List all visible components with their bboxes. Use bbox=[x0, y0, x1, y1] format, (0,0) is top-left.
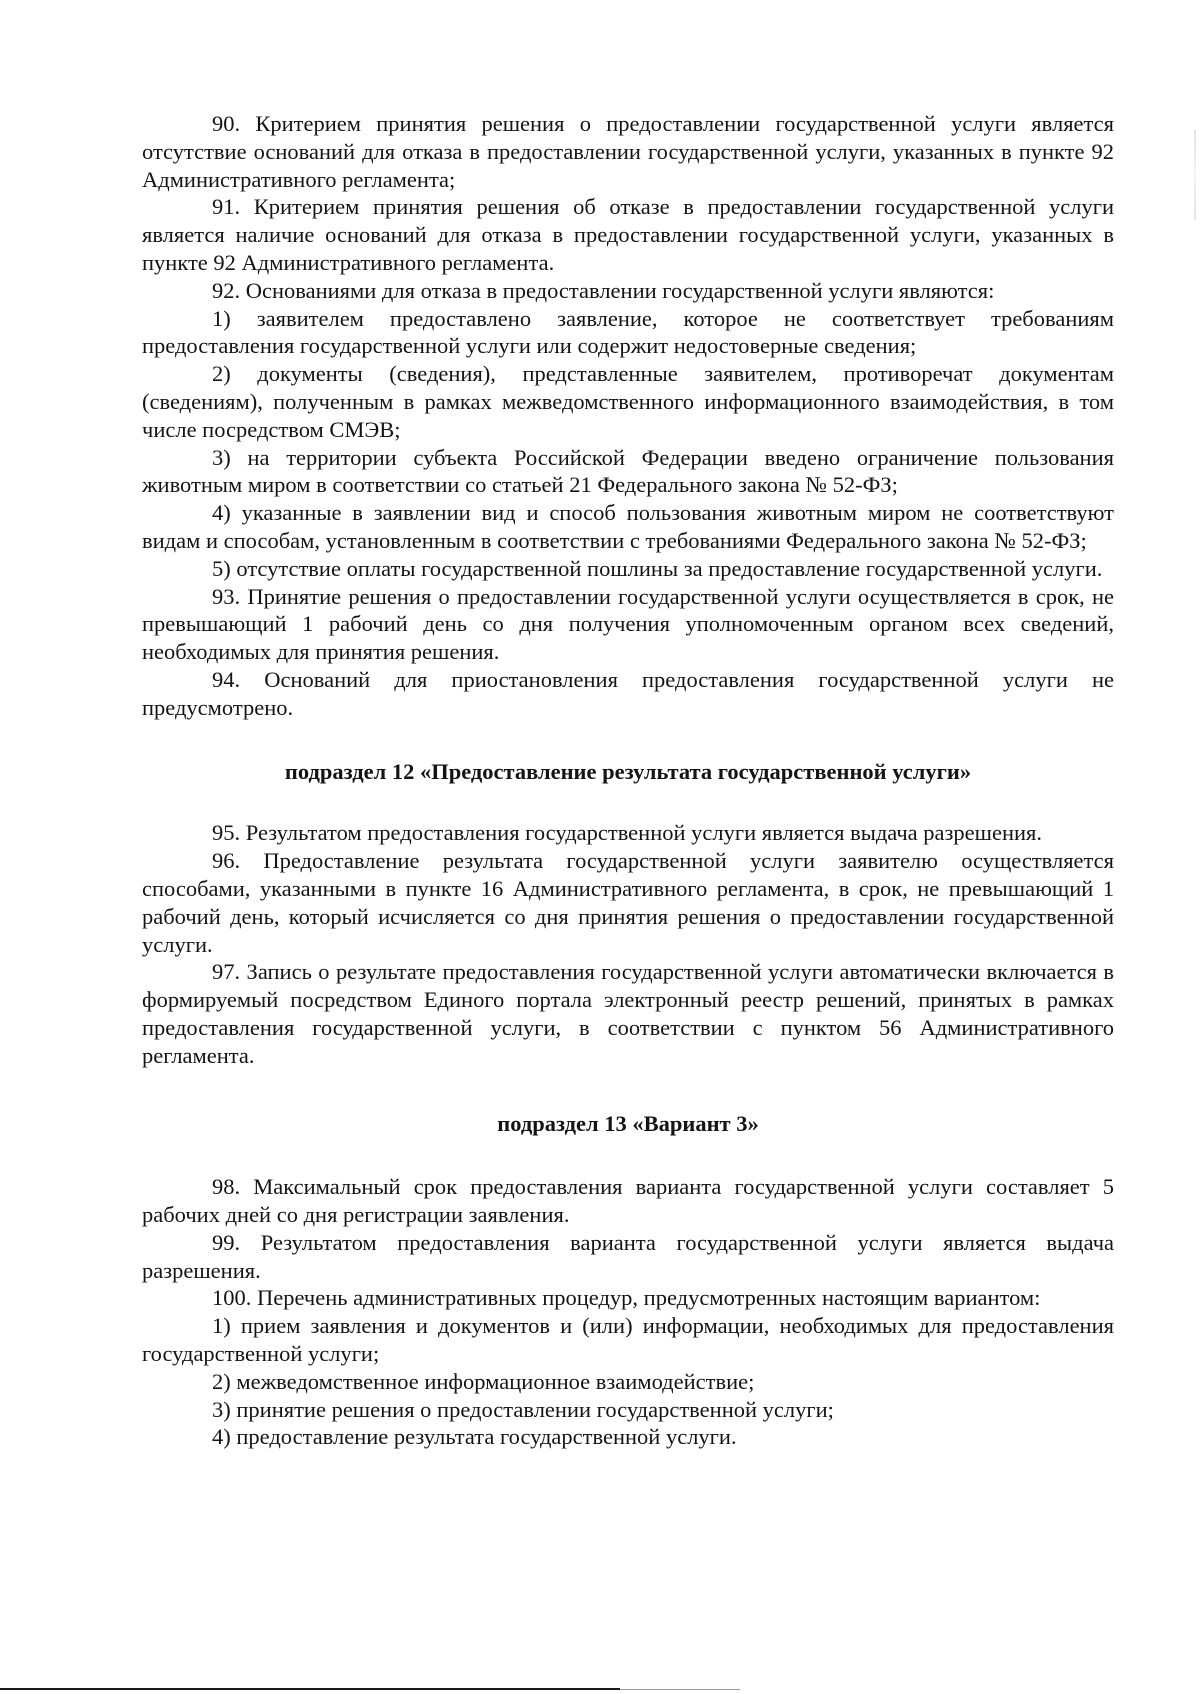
paragraph-94: 94. Оснований для приостановления предоставления государственной услуги не предусмотрено. bbox=[142, 666, 1114, 720]
paragraph-100-item-2: 2) межведомственное информационное взаимодействие; bbox=[212, 1368, 755, 1394]
paragraph-92-item-5: 5) отсутствие оплаты государственной пошлины за предоставление государственной услуги. bbox=[212, 555, 1103, 581]
scan-edge-right bbox=[1194, 130, 1196, 220]
paragraph-97: 97. Запись о результате предоставления государственной услуги автоматически включается в формируемый посредством Единого портала электронный реестр решений, принятых в рамках предоставления государственной услуги, в соответствии с пунктом 56 Административного регламента. bbox=[142, 959, 1114, 1068]
paragraph-92-item-1: 1) заявителем предоставлено заявление, которое не соответствует требованиям предоставления государственной услуги или содержит недостоверные сведения; bbox=[142, 305, 1114, 359]
paragraph-92-item-2: 2) документы (сведения), представленные заявителем, противоречат документам (сведениям), полученным в рамках межведомственного информационного взаимодействия, в том числе посредством СМЭВ; bbox=[142, 361, 1114, 442]
paragraph-92: 92. Основаниями для отказа в предоставлении государственной услуги являются: bbox=[212, 277, 995, 303]
section-heading-13: подраздел 13 «Вариант 3» bbox=[497, 1110, 759, 1136]
paragraph-100: 100. Перечень административных процедур, предусмотренных настоящим вариантом: bbox=[212, 1285, 1041, 1311]
spacer bbox=[142, 785, 1114, 819]
paragraph-96: 96. Предоставление результата государственной услуги заявителю осуществляется способами, указанными в пункте 16 Административного регламента, в срок, не превышающий 1 рабочий день, который исчисляется со дня принятия решения о предоставлении государственной услуги. bbox=[142, 848, 1114, 957]
scan-edge-bottom-faint bbox=[620, 1689, 740, 1690]
paragraph-100-item-1: 1) прием заявления и документов и (или) информации, необходимых для предоставления государственной услуги; bbox=[142, 1313, 1114, 1367]
paragraph-91: 91. Критерием принятия решения об отказе в предоставлении государственной услуги является наличие оснований для отказа в предоставлении государственной услуги, указанных в пункте 92 Административного регламента. bbox=[142, 194, 1114, 275]
paragraph-99: 99. Результатом предоставления варианта государственной услуги является выдача разрешения. bbox=[142, 1229, 1114, 1283]
scan-edge-bottom bbox=[0, 1688, 620, 1690]
paragraph-95: 95. Результатом предоставления государственной услуги является выдача разрешения. bbox=[212, 820, 1043, 846]
paragraph-98: 98. Максимальный срок предоставления варианта государственной услуги составляет 5 рабочих дней со дня регистрации заявления. bbox=[142, 1174, 1114, 1228]
spacer bbox=[142, 722, 1114, 758]
paragraph-100-item-3: 3) принятие решения о предоставлении государственной услуги; bbox=[212, 1396, 834, 1422]
spacer bbox=[142, 1137, 1114, 1173]
paragraph-93: 93. Принятие решения о предоставлении государственной услуги осуществляется в срок, не превышающий 1 рабочий день со дня получения уполномоченным органом всех сведений, необходимых для принятия решения. bbox=[142, 583, 1114, 665]
paragraph-92-item-3: 3) на территории субъекта Российской Федерации введено ограничение пользования животным миром в соответствии со статьей 21 Федерального закона № 52-ФЗ; bbox=[142, 444, 1114, 498]
spacer bbox=[142, 1070, 1114, 1110]
document-body bbox=[142, 110, 1114, 1451]
paragraph-90: 90. Критерием принятия решения о предоставлении государственной услуги является отсутствие оснований для отказа в предоставлении государственной услуги, указанных в пункте 92 Административного регламента; bbox=[142, 111, 1114, 192]
section-heading-12: подраздел 12 «Предоставление результата государственной услуги» bbox=[284, 758, 972, 784]
paragraph-92-item-4: 4) указанные в заявлении вид и способ пользования животным миром не соответствуют видам и способам, установленным в соответствии с требованиями Федерального закона № 52-ФЗ; bbox=[142, 500, 1114, 553]
paragraph-100-item-4: 4) предоставление результата государственной услуги. bbox=[212, 1424, 737, 1450]
